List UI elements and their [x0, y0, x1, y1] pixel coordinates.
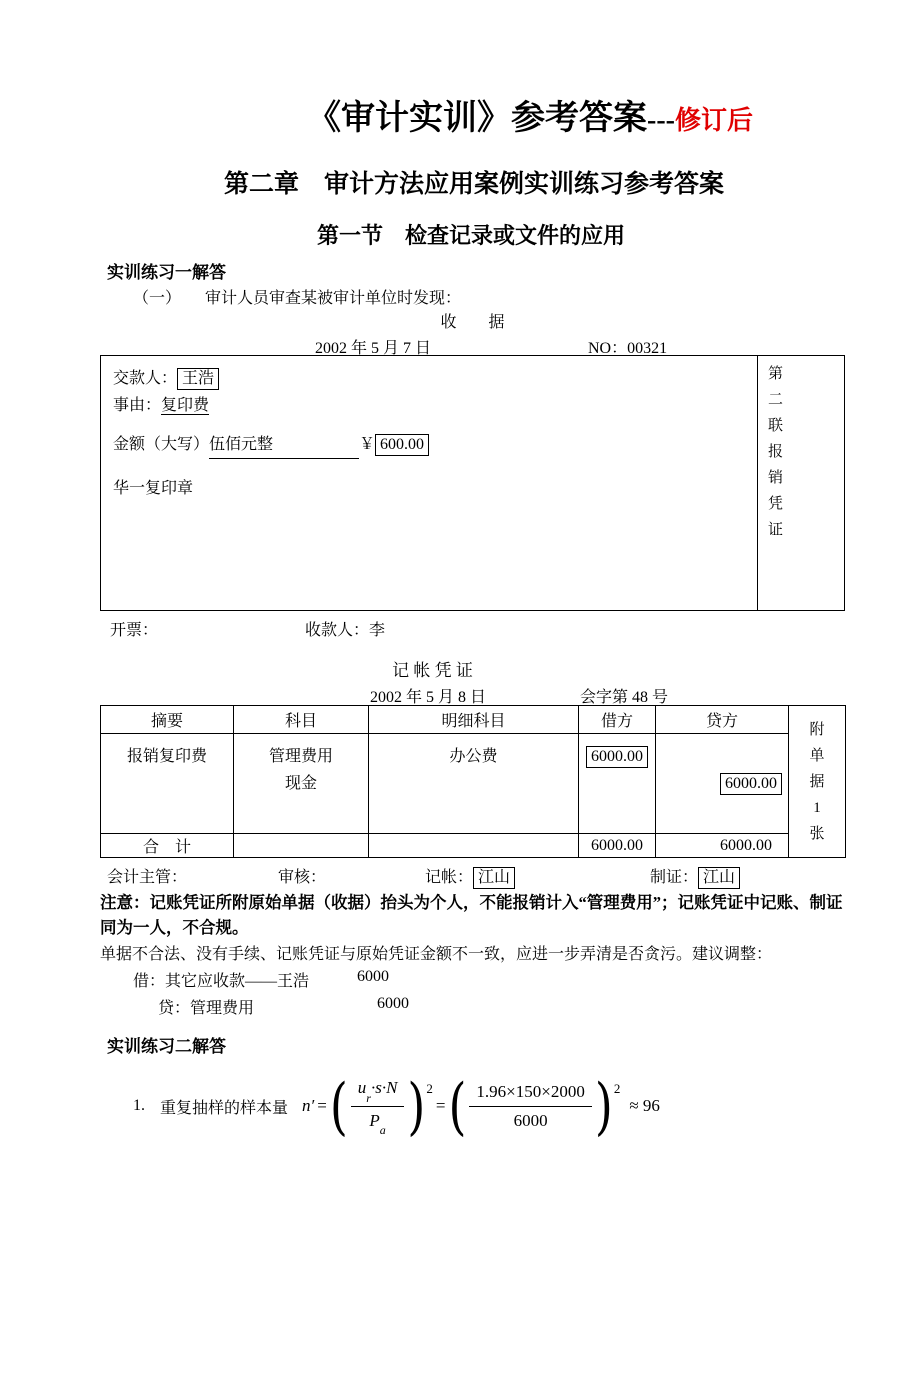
preparer-label: 制证：	[650, 869, 699, 886]
exercise2-heading: 实训练习二解答	[107, 1037, 226, 1056]
adjustment-credit-line	[100, 995, 845, 1020]
bookkeeper-label: 记帐：	[425, 869, 474, 886]
doc-title-main: 《审计实训》参考答案	[307, 100, 647, 137]
reason-label: 事由：	[113, 397, 162, 414]
bookkeeper-name: 江山	[473, 867, 515, 889]
chapter-title: 第二章 审计方法应用案例实训练习参考答案	[223, 171, 724, 198]
attachment-note	[789, 706, 846, 858]
currency-symbol: ￥	[359, 436, 376, 453]
receipt-number: NO：00321	[588, 340, 668, 357]
left-paren: (	[329, 1069, 348, 1143]
receipt-title: 收 据	[440, 314, 505, 331]
right-paren-2: )	[594, 1069, 613, 1143]
document-page	[0, 98, 920, 1400]
cell-credit	[656, 734, 789, 834]
total-empty-subaccount	[369, 834, 579, 858]
attachment-char: 据	[809, 773, 825, 790]
var-s-n: ·s·N	[370, 1078, 398, 1098]
approx-result: ≈ 96	[629, 1096, 660, 1115]
attachment-char: 1	[813, 799, 821, 816]
voucher-title: 记 帐 凭 证	[392, 661, 473, 680]
left-paren-2: (	[448, 1069, 467, 1143]
receipt-stamp: 华一复印章	[113, 480, 194, 497]
receipt-reason-line	[113, 392, 745, 419]
copy-label-char: 销	[768, 470, 784, 486]
exponent-2: 2	[426, 1081, 433, 1097]
item-lead-text: 重复抽样的样本量	[160, 1099, 289, 1117]
equals-sign: =	[317, 1096, 327, 1115]
copy-label-char: 二	[768, 392, 784, 408]
col-header-summary: 摘要	[101, 706, 234, 734]
doc-title-revision: 修订后	[674, 106, 753, 135]
credit-amount: 6000.00	[720, 773, 782, 795]
analysis-comment: 单据不合法、没有手续、记账凭证与原始凭证金额不一致，应进一步弄清是否贪污。建议调整：	[100, 946, 773, 963]
attachment-char: 张	[809, 825, 825, 842]
equals-sign-2: =	[435, 1096, 446, 1115]
col-header-account: 科目	[234, 706, 369, 734]
total-label: 合 计	[101, 834, 234, 858]
voucher-total-row	[101, 834, 846, 858]
cell-account	[234, 734, 369, 834]
preparer-signature	[650, 864, 740, 889]
credit-spacer	[656, 743, 788, 770]
exercise2-item1	[133, 1068, 845, 1144]
item-number: 1.	[133, 1097, 145, 1114]
total-empty-account	[234, 834, 369, 858]
cell-summary: 报销复印费	[101, 734, 234, 834]
copy-label-char: 证	[768, 522, 784, 538]
total-credit: 6000.00	[656, 834, 789, 858]
reason-value: 复印费	[161, 397, 210, 414]
voucher-table	[100, 705, 846, 858]
col-header-subaccount: 明细科目	[369, 706, 579, 734]
voucher-header-row	[101, 706, 846, 734]
voucher-number: 会字第 48 号	[580, 689, 669, 706]
var-n-prime: n′	[302, 1096, 315, 1115]
col-header-debit: 借方	[579, 706, 656, 734]
chief-label: 会计主管：	[107, 869, 188, 886]
exercise1-heading: 实训练习一解答	[107, 263, 226, 282]
copy-label-char: 第	[768, 366, 784, 382]
doc-title	[70, 98, 920, 142]
reviewer-label: 审核：	[278, 869, 327, 886]
numeric-numerator: 1.96×150×2000	[469, 1081, 591, 1107]
preparer-name: 江山	[698, 867, 740, 889]
payee-label: 收款人：李	[305, 622, 386, 639]
copy-label-char: 凭	[768, 496, 784, 512]
payer-value: 王浩	[177, 368, 219, 390]
sub-a: a	[379, 1122, 386, 1137]
receipt-payer-line	[113, 365, 745, 392]
adjust-debit-amount: 6000	[357, 968, 389, 985]
analysis-warning: 注意：记账凭证所附原始单据（收据）抬头为个人，不能报销计入“管理费用”；记账凭证中记账、制证同为一人，不合规。	[100, 893, 843, 937]
col-header-credit: 贷方	[656, 706, 789, 734]
issuer-label: 开票：	[110, 622, 159, 639]
sub-r: r	[366, 1090, 371, 1105]
debit-amount: 6000.00	[586, 746, 648, 768]
voucher-dateline	[100, 684, 845, 704]
attachment-char: 单	[809, 747, 825, 764]
bookkeeper-signature	[425, 864, 515, 889]
right-paren: )	[407, 1069, 426, 1143]
adjust-debit-text: 借：其它应收款——王浩	[133, 973, 310, 990]
amount-label: 金额（大写）	[113, 436, 210, 453]
voucher-date: 2002 年 5 月 8 日	[370, 689, 487, 706]
total-debit: 6000.00	[579, 834, 656, 858]
payer-label: 交款人：	[113, 370, 178, 387]
voucher-entry-row	[101, 734, 846, 834]
var-u: u	[357, 1078, 367, 1098]
formula-sample-size	[302, 1069, 660, 1143]
receipt-dateline	[100, 335, 845, 355]
fraction-symbolic	[351, 1077, 405, 1135]
var-p: P	[369, 1110, 380, 1130]
amount-figures: 600.00	[375, 434, 429, 456]
receipt-footer	[100, 617, 845, 638]
amount-in-words: 伍佰元整	[209, 431, 359, 459]
exponent-2b: 2	[613, 1081, 621, 1097]
section-title: 第一节 检查记录或文件的应用	[316, 223, 625, 248]
exercise1-intro: （一） 审计人员审查某被审计单位时发现：	[133, 290, 462, 307]
numeric-denominator: 6000	[513, 1110, 548, 1130]
cell-subaccount: 办公费	[369, 734, 579, 834]
cell-debit	[579, 734, 656, 834]
account-line2: 现金	[284, 775, 317, 792]
content-column	[100, 262, 845, 1144]
adjust-credit-text: 贷：管理费用	[158, 1000, 255, 1017]
copy-label-char: 联	[768, 418, 784, 434]
adjust-credit-amount: 6000	[377, 995, 409, 1012]
receipt-date: 2002 年 5 月 7 日	[315, 340, 432, 357]
receipt-copy-label	[757, 356, 844, 610]
receipt-box	[100, 355, 845, 611]
receipt-main	[101, 356, 757, 610]
attachment-char: 附	[809, 721, 825, 738]
fraction-numeric	[469, 1081, 591, 1132]
receipt-amount-line	[113, 431, 745, 459]
voucher-signatures	[100, 864, 845, 886]
adjustment-debit-line	[100, 968, 845, 993]
account-line1: 管理费用	[268, 748, 333, 765]
doc-title-dashes: ---	[647, 105, 675, 136]
copy-label-char: 报	[768, 444, 784, 460]
